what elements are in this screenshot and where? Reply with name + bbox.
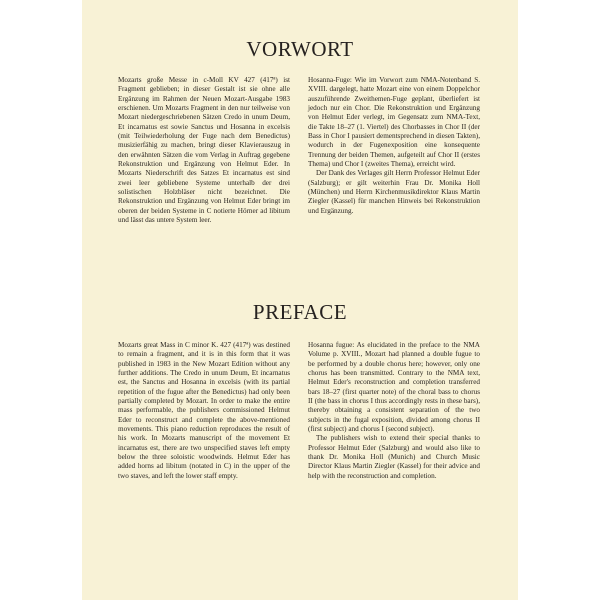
- document-page: [82, 0, 518, 600]
- preface-right-paragraph-2: The publishers wish to extend their special thanks to Professor Helmut Eder (Salzburg) and would also like to thank Dr. Monika Holl (Munich) and Church Music Director Klaus Martin Ziegler (Kassel) for their advice and help with the reconstruction and completion.: [308, 434, 480, 480]
- preface-left-paragraph: Mozarts great Mass in C minor K. 427 (417ª) was destined to remain a fragment, and it is in this form that it was published in 1983 in the New Mozart Edition without any further additions. The Credo in unum Deum, Et incarnatus est, the Sanctus and Hosanna in excelsis (with its partial repetition of the fugue after the Benedictus) had only been partially completed by Mozart. In order to make the entire mass performable, the publishers commissioned Helmut Eder to reconstruct and complete the above-mentioned movements. This piano reduction reproduces the result of his work. In Mozarts manuscript of the movement Et incarnatus est, there are two unspecified staves left empty below the three soloistic woodwinds. Helmut Eder has added horns ad libitum (notated in C) in the upper of the two staves, and left the lower staff empty.: [118, 341, 290, 480]
- vorwort-left-column: [118, 76, 290, 226]
- vorwort-right-paragraph-2: Der Dank des Verlages gilt Herrn Professor Helmut Eder (Salzburg); er gilt weiterhin Frau Dr. Monika Holl (München) und Herrn Kirchenmusikdirektor Klaus Martin Ziegler (Kassel) für manchen Hinweis bei Rekonstruktion und Ergänzung.: [308, 169, 480, 215]
- vorwort-left-paragraph: Mozarts große Messe in c-Moll KV 427 (417ª) ist Fragment geblieben; in dieser Gestalt ist sie ohne alle Ergänzung im Rahmen der Neuen Mozart-Ausgabe 1983 erschienen. Um Mozarts Fragment in den nur teilweise von Mozart niedergeschriebenen Sätzen Credo in unum Deum, Et incarnatus est sowie Sanctus und Hosanna in excelsis (mit Teilwiederholung der Fuge nach dem Benedictus) musizierfähig zu machen, bringt dieser Klavierauszug in den erwähnten Sätzen die vom Verlag in Auftrag gegebene Rekonstruktion und Ergänzung von Helmut Eder. In Mozarts Niederschrift des Satzes Et incarnatus est sind zwei leer gebliebene Systeme unterhalb der drei solistischen Holzbläser nicht bezeichnet. Die Rekonstruktion und Ergänzung von Helmut Eder bringt im oberen der beiden Systeme in C notierte Hörner ad libitum und lässt das untere System leer.: [118, 76, 290, 225]
- vorwort-right-paragraph: Hosanna-Fuge: Wie im Vorwort zum NMA-Notenband S. XVIII. dargelegt, hatte Mozart eine von einem Doppelchor auszuführende Zweithemen-Fuge geplant, überliefert ist jedoch nur ein Chor. Die Rekonstruktion und Ergänzung von Helmut Eder verlegt, im Gegensatz zum NMA-Text, die Takte 18–27 (1. Viertel) des Chorbasses in Chor II (der Bass in Chor I pausiert dementsprechend in diesen Takten), wodurch in der Fugenexposition eine konsequente Trennung der beiden Themen, aufgeteilt auf Chor II (erstes Thema) und Chor I (zweites Thema), erreicht wird.: [308, 76, 480, 169]
- vorwort-right-column: [308, 76, 480, 216]
- preface-heading: PREFACE: [252, 300, 348, 324]
- vorwort-heading: VORWORT: [246, 37, 354, 61]
- preface-left-column: [118, 341, 290, 481]
- preface-right-column: [308, 341, 480, 481]
- preface-right-paragraph: Hosanna fugue: As elucidated in the preface to the NMA Volume p. XVIII., Mozart had planned a double fugue to be performed by a double chorus here; however, only one chorus has been transmitted. Contrary to the NMA text, Helmut Eder's reconstruction and completion transferred bars 18–27 (first quarter note) of the choral bass to chorus II (the bass in chorus I thus accordingly rests in these bars), thereby obtaining a consistent separation of the two subjects in the fugal exposition, divided among chorus II (first subject) and chorus I (second subject).: [308, 341, 480, 434]
